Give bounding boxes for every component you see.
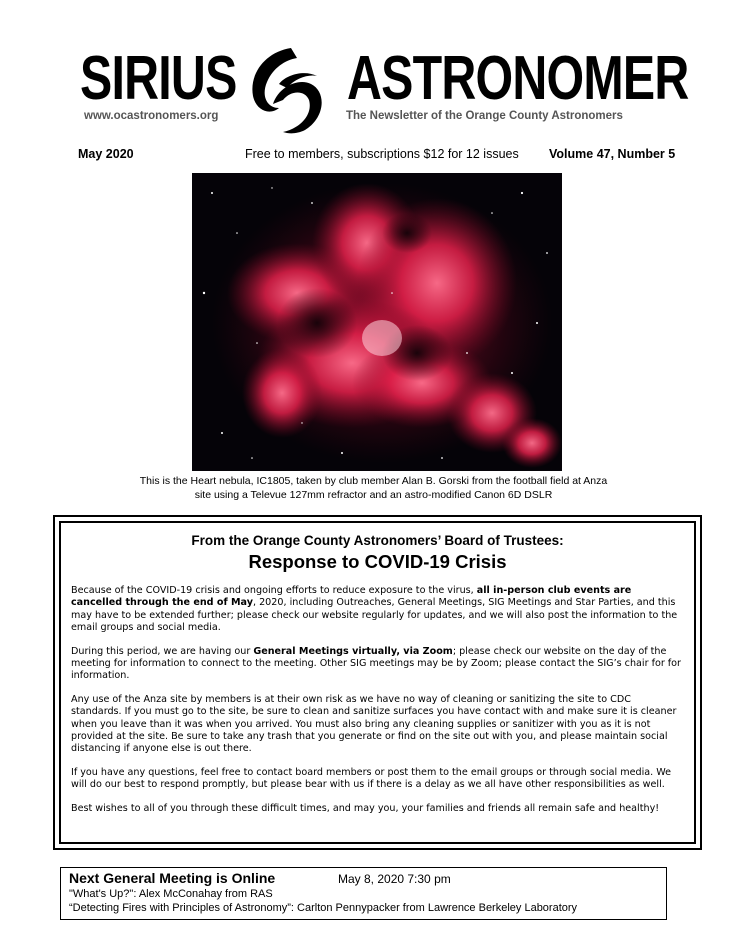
swirl-logo-icon [243, 44, 343, 136]
text-run-bold: General Meetings virtually, via Zoom [253, 645, 453, 657]
text-run: During this period, we are having our [71, 645, 254, 657]
caption-line: site using a Televue 127mm refractor and an astro-modified Canon 6D DSLR [194, 489, 553, 501]
cover-caption [120, 474, 627, 502]
text-run: , 2020, including Outreaches, General Meetings, SIG Meetings and Star Parties, and this may have to be extended further; please check our website regularly for updates, and we will also post the information to the email groups and social media. [71, 597, 678, 634]
next-meeting-box [60, 867, 667, 920]
masthead-title-left: SIRIUS [80, 44, 237, 113]
website-url[interactable]: www.ocastronomers.org [84, 110, 219, 122]
meeting-datetime: May 8, 2020 7:30 pm [338, 872, 451, 886]
notice-paragraph: Best wishes to all of you through these difficult times, and may you, your families and friends all remain safe and healthy! [71, 802, 660, 814]
meeting-talk: “Detecting Fires with Principles of Astronomy”: Carlton Pennypacker from Lawrence Berkeley Laboratory [69, 902, 578, 914]
notice-title: Response to COVID-19 Crisis [248, 551, 507, 572]
text-run: Because of the COVID-19 crisis and ongoing efforts to reduce exposure to the virus, [71, 585, 477, 596]
meeting-heading: Next General Meeting is Online [69, 870, 276, 886]
meeting-talk: "What's Up?": Alex McConahay from RAS [69, 888, 273, 900]
masthead [0, 0, 747, 140]
masthead-tagline: The Newsletter of the Orange County Astronomers [346, 110, 623, 122]
cover-photo [192, 173, 562, 471]
issue-date: May 2020 [78, 147, 134, 161]
issue-volume: Volume 47, Number 5 [549, 147, 676, 161]
covid-notice-box [53, 515, 702, 850]
heart-nebula-image [192, 173, 562, 471]
caption-line: This is the Heart nebula, IC1805, taken by club member Alan B. Gorski from the football field at Anza [139, 475, 608, 487]
notice-body [71, 585, 684, 826]
subscription-price: Free to members, subscriptions $12 for 12 issues [245, 147, 519, 161]
notice-paragraph: If you have any questions, feel free to contact board members or post them to the email groups or through social media. We will do our best to respond promptly, but please bear with us if there is a delay as we all have other responsibilities as well. [71, 766, 672, 791]
notice-paragraph: Any use of the Anza site by members is at their own risk as we have no way of cleaning or sanitizing the site to CDC standards. If you must go to the site, be sure to clean and sanitize surfaces you have contact with and make sure it is cleaner when you leave than it was when you arrived. You must also bring any cleaning supplies or sanitizer with you as it is not provided at the site. Be sure to take any trash that you generate or find on the site out with you, and please maintain social distancing if anyone else is out there. [71, 693, 677, 755]
notice-paragraph [71, 646, 684, 683]
covid-notice-inner-frame [59, 521, 696, 844]
text-run-bold: all in-person club events are cancelled through the end of May [71, 585, 632, 609]
masthead-title-right: ASTRONOMER [347, 44, 689, 113]
notice-kicker: From the Orange County Astronomers’ Board of Trustees: [191, 533, 564, 548]
notice-paragraph [71, 585, 684, 635]
text-run: ; please check our website on the day of the meeting for information to connect to the meeting. Other SIG meetings may be by Zoom; please contact the SIG’s chair for for information. [71, 645, 681, 682]
